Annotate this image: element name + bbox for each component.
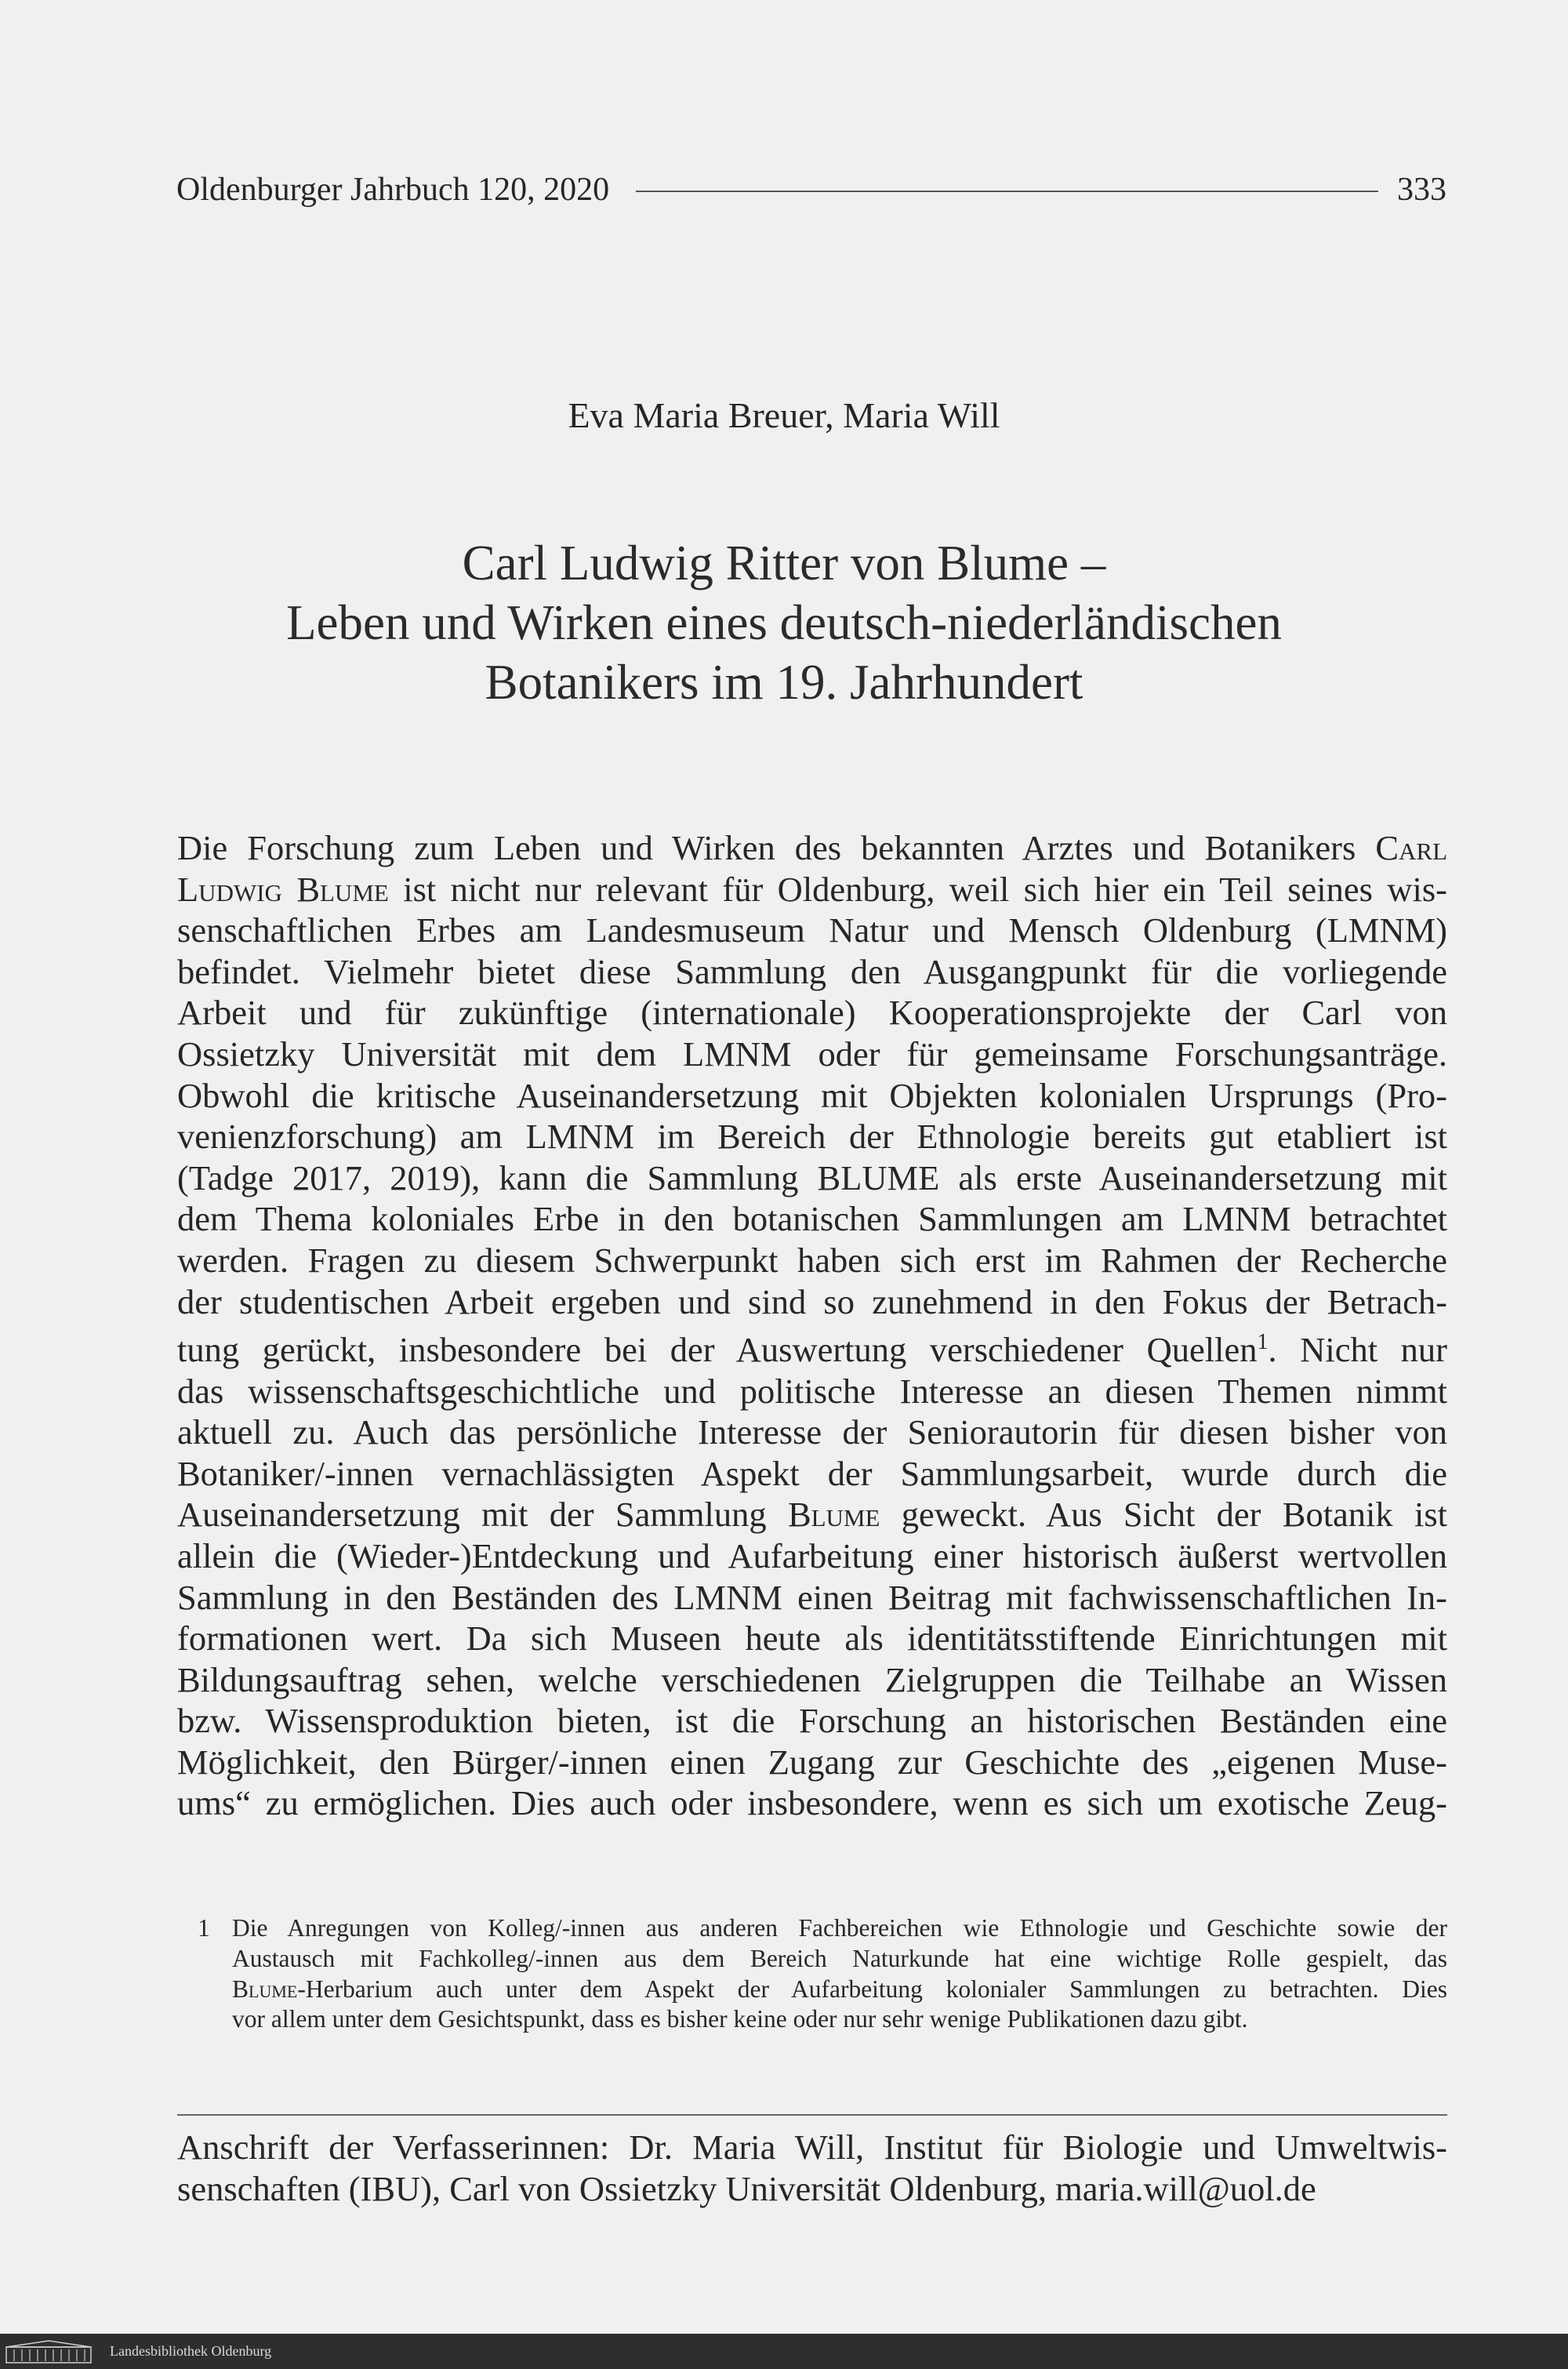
text-line: allein die (Wieder-)Entdeckung und Aufarbeitung einer historisch äußerst wertvollen [177, 1535, 1447, 1575]
text-line: dem Thema koloniales Erbe in den botanischen Sammlungen am LMNM betrachtet [177, 1199, 1447, 1239]
address-line: senschaften (IBU), Carl von Ossietzky Universität Oldenburg, maria.will@uol.de [177, 2169, 1316, 2208]
footnote [198, 1913, 1447, 2035]
text-line: Auseinandersetzung mit der Sammlung Blume geweckt. Aus Sicht der Botanik ist [177, 1495, 1447, 1535]
footnote-line: vor allem unter dem Gesichtspunkt, dass es bisher keine oder nur sehr wenige Publikationen dazu gibt. [232, 2005, 1248, 2033]
text-line: Die Forschung zum Leben und Wirken des bekannten Arztes und Botanikers Carl [177, 828, 1448, 867]
footnote-line: Blume-Herbarium auch unter dem Aspekt der Aufarbeitung kolonialer Sammlungen zu betrachten. Dies [232, 1975, 1447, 2003]
author-address [177, 2127, 1447, 2210]
text-line: Sammlung in den Beständen des LMNM einen Beitrag mit fachwissenschaftlichen In- [177, 1577, 1447, 1617]
text-line: aktuell zu. Auch das persönliche Interesse der Seniorautorin für diesen bisher von [177, 1412, 1447, 1452]
text-line: formationen wert. Da sich Museen heute als identitätsstiftende Einrichtungen mit [177, 1619, 1447, 1659]
text-line: das wissenschaftsgeschichtliche und politische Interesse an diesen Themen nimmt [177, 1371, 1447, 1411]
name-small-caps: Blume [232, 1975, 298, 2003]
library-name: Landesbibliothek Oldenburg [110, 2343, 272, 2359]
footnote-text [232, 1913, 1447, 2035]
text-line: befindet. Vielmehr bietet diese Sammlung den Ausgangpunkt für die vorliegende [177, 951, 1447, 991]
address-divider [177, 2114, 1447, 2116]
text-line: venienzforschung) am LMNM im Bereich der Ethnologie bereits gut etabliert ist [177, 1117, 1447, 1157]
text-line: (Tadge 2017, 2019), kann die Sammlung BLUME als erste Auseinandersetzung mit [177, 1157, 1447, 1197]
text-line: tung gerückt, insbesondere bei der Auswertung verschiedener Quellen$^1$. Nicht nur [177, 1329, 1447, 1369]
text-line: senschaftlichen Erbes am Landesmuseum Natur und Mensch Oldenburg (LMNM) [177, 910, 1447, 950]
article-title [0, 533, 1568, 712]
body-paragraph [177, 827, 1447, 1824]
text-line: Ossietzky Universität mit dem LMNM oder für gemeinsame Forschungsanträge. [177, 1034, 1447, 1074]
name-small-caps: Ludwig Blume [177, 869, 389, 909]
text-line: Arbeit und für zukünftige (internationale) Kooperationsprojekte der Carl von [177, 993, 1447, 1033]
text-line: Möglichkeit, den Bürger/-innen einen Zugang zur Geschichte des „eigenen Muse- [177, 1742, 1447, 1782]
running-head [176, 168, 1446, 212]
title-line: Botanikers im 19. Jahrhundert [485, 655, 1083, 710]
title-line: Carl Ludwig Ritter von Blume – [462, 536, 1106, 590]
page-number: 333 [1397, 172, 1446, 208]
title-line: Leben und Wirken eines deutsch-niederländischen [286, 595, 1282, 650]
article-authors: Eva Maria Breuer, Maria Will [568, 395, 1000, 435]
address-line: Anschrift der Verfasserinnen: Dr. Maria Will, Institut für Biologie und Umweltwis- [177, 2127, 1447, 2167]
library-building-icon [5, 2339, 93, 2364]
footnote-reference[interactable]: 1 [1257, 1330, 1269, 1355]
library-footer-bar [0, 2334, 1568, 2369]
text-line: Botaniker/-innen vernachlässigten Aspekt der Sammlungsarbeit, wurde durch die [177, 1453, 1447, 1493]
footnote-line: Austausch mit Fachkolleg/-innen aus dem Bereich Naturkunde hat eine wichtige Rolle gespielt, das [232, 1944, 1447, 1972]
header-rule [636, 191, 1378, 192]
text-line: werden. Fragen zu diesem Schwerpunkt haben sich erst im Rahmen der Recherche [177, 1240, 1447, 1280]
footnote-line: Die Anregungen von Kolleg/-innen aus anderen Fachbereichen wie Ethnologie und Geschichte sowie der [232, 1914, 1447, 1942]
name-small-caps: Carl [1375, 828, 1448, 867]
text-line: bzw. Wissensproduktion bieten, ist die Forschung an historischen Beständen eine [177, 1701, 1447, 1741]
footnote-number: 1 [198, 1914, 210, 1942]
text-line: Ludwig Blume ist nicht nur relevant für Oldenburg, weil sich hier ein Teil seines wis- [177, 869, 1448, 909]
text-line: Obwohl die kritische Auseinandersetzung mit Objekten kolonialen Ursprungs (Pro- [177, 1075, 1447, 1115]
text-line: der studentischen Arbeit ergeben und sind so zunehmend in den Fokus der Betrach- [177, 1281, 1447, 1321]
journal-title: Oldenburger Jahrbuch 120, 2020 [176, 172, 610, 208]
name-small-caps: Blume [787, 1495, 880, 1535]
text-line: ums“ zu ermöglichen. Dies auch oder insbesondere, wenn es sich um exotische Zeug- [177, 1783, 1447, 1823]
text-line: Bildungsauftrag sehen, welche verschiedenen Zielgruppen die Teilhabe an Wissen [177, 1659, 1447, 1699]
